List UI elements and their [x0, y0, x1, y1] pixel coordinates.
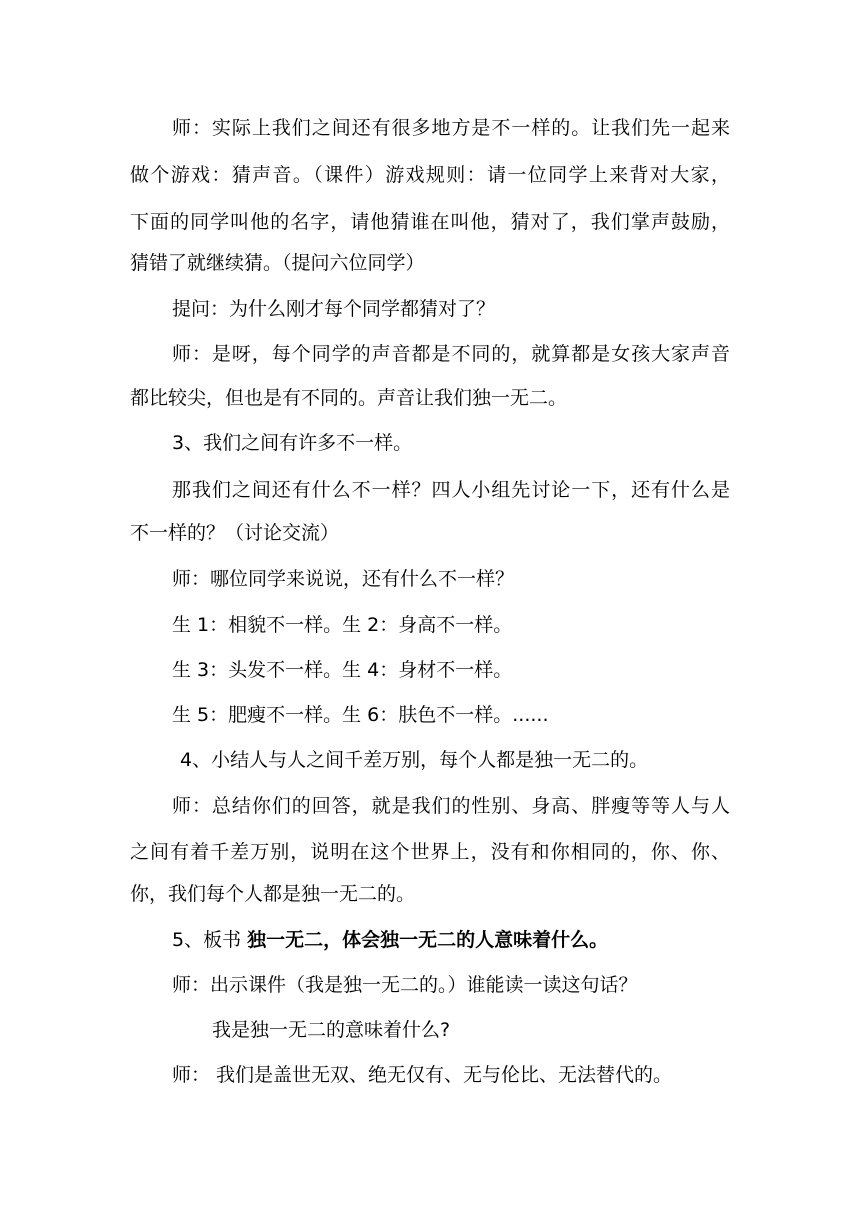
final-line: 师： 我们是盖世无双、绝无仅有、无与伦比、无法替代的。: [172, 1064, 673, 1086]
paragraph-3-line-2: 都比较尖，但也是有不同的。声音让我们独一无二。: [130, 387, 568, 409]
paragraph-6-line-1: 师：哪位同学来说说，还有什么不一样？: [172, 568, 515, 590]
summary-line-2: 之间有着千差万别，说明在这个世界上，没有和你相同的，你、你、: [130, 841, 730, 863]
paragraph-5-line-1: 那我们之间还有什么不一样？四人小组先讨论一下，还有什么是: [172, 479, 730, 501]
section-heading-3: 3、我们之间有许多不一样。: [172, 432, 413, 454]
paragraph-1-line-2: 做个游戏：猜声音。（课件）游戏规则：请一位同学上来背对大家，: [130, 164, 730, 186]
courseware-line: 师：出示课件（我是独一无二的。）谁能读一读这句话？: [172, 974, 638, 996]
section-heading-4: 4、小结人与人之间千差万别，每个人都是独一无二的。: [180, 749, 649, 771]
section-heading-5: [172, 928, 608, 952]
summary-line-3: 你，我们每个人都是独一无二的。: [130, 883, 416, 905]
paragraph-2-line-1: 提问：为什么刚才每个同学都猜对了？: [172, 298, 496, 320]
paragraph-1-line-4: 猜错了就继续猜。（提问六位同学）: [130, 252, 425, 274]
paragraph-1-line-3: 下面的同学叫他的名字，请他猜谁在叫他，猜对了，我们掌声鼓励，: [130, 211, 730, 233]
student-answers-line-1: 生 1：相貌不一样。生 2：身高不一样。: [172, 614, 513, 636]
paragraph-3-line-1: 师：是呀，每个同学的声音都是不同的，就算都是女孩大家声音: [172, 343, 730, 365]
summary-line-1: 师：总结你们的回答，就是我们的性别、身高、胖瘦等等人与人: [172, 795, 730, 817]
section-5-prefix: 5、板书: [172, 929, 248, 951]
question-line: 我是独一无二的意味着什么?: [212, 1019, 451, 1041]
paragraph-1-line-1: 师：实际上我们之间还有很多地方是不一样的。让我们先一起来: [172, 117, 730, 139]
section-5-bold-title: 独一无二，体会独一无二的人意味着什么。: [247, 929, 609, 951]
paragraph-5-line-2: 不一样的？（讨论交流）: [130, 522, 340, 544]
student-answers-line-3: 生 5：肥瘦不一样。生 6：肤色不一样。......: [172, 704, 549, 726]
student-answers-line-2: 生 3：头发不一样。生 4：身材不一样。: [172, 659, 513, 681]
